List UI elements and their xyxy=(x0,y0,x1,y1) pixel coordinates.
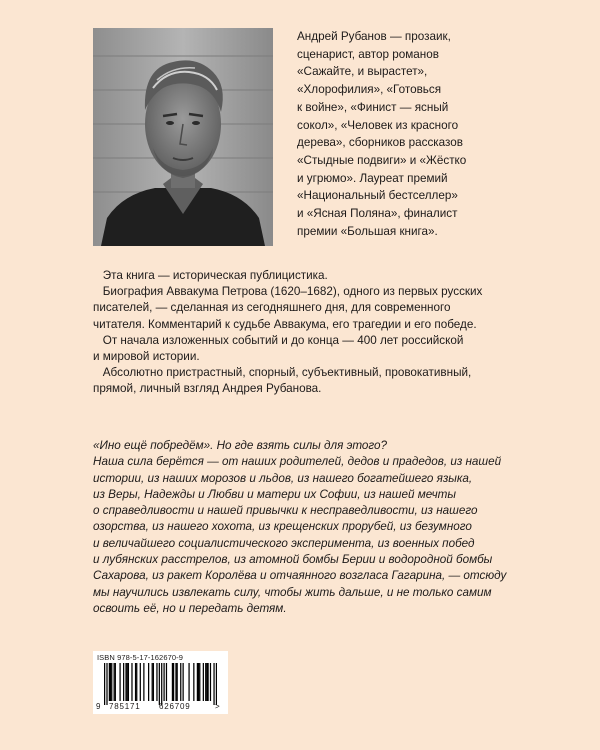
author-bio-line: и «Ясная Поляна», финалист xyxy=(297,207,458,221)
barcode-bar xyxy=(156,663,157,701)
barcode-bar xyxy=(205,663,206,701)
barcode-bar xyxy=(111,663,112,701)
quote-line: озорства, из нашего хохота, из крещенских прорубей, из безумного xyxy=(93,520,472,534)
barcode-bar xyxy=(128,663,129,701)
barcode-bar xyxy=(203,663,204,701)
quote-line: о справедливости и нашей привычки к несправедливости, из нашего xyxy=(93,504,478,518)
barcode-bar xyxy=(198,663,199,701)
summary-line: прямой, личный взгляд Андрея Рубанова. xyxy=(93,382,322,396)
barcode-bar xyxy=(172,663,173,701)
author-bio-line: к войне», «Финист — ясный xyxy=(297,100,449,114)
barcode-bar xyxy=(216,663,217,705)
barcode-bar xyxy=(136,663,137,701)
book-summary xyxy=(93,268,523,398)
author-bio-line: сокол», «Человек из красного xyxy=(297,118,459,132)
barcode-bar xyxy=(163,663,164,701)
summary-line: От начала изложенных событий и до конца — 400 лет российской xyxy=(93,333,464,347)
barcode-bar xyxy=(210,663,211,701)
author-bio-line: дерева», сборников рассказов xyxy=(297,136,463,150)
quote-line: и лубянских расстрелов, из атомной бомбы Берии и водородной бомбы xyxy=(93,553,493,567)
quote-line: и величайшего социалистического эксперимента, из военных побед xyxy=(93,536,475,550)
author-bio-line: «Хлорофилия», «Готовься xyxy=(297,83,442,97)
barcode-bar xyxy=(197,663,198,701)
barcode-first-digit: 9 xyxy=(96,702,101,711)
barcode-bar xyxy=(131,663,132,701)
quote-line: Сахарова, из ракет Королёва и отчаянного возгласа Гагарина, — отсюду xyxy=(93,569,507,583)
author-bio xyxy=(297,28,537,240)
barcode-bar xyxy=(199,663,200,701)
barcode-bar xyxy=(173,663,174,701)
quote-line: истории, из наших морозов и льдов, из нашего богатейшего языка, xyxy=(93,471,473,485)
barcode-bar xyxy=(213,663,214,705)
author-bio-line: Андрей Рубанов — прозаик, xyxy=(297,30,451,43)
author-bio-line: премии «Большая книга». xyxy=(297,224,438,238)
barcode-bar xyxy=(180,663,181,701)
quote-line: «Ино ещё побредём». Но где взять силы для этого? xyxy=(93,439,388,452)
barcode-bar xyxy=(127,663,128,701)
summary-line: писателей, — сделанная из сегодняшнего дня, для современного xyxy=(93,301,451,315)
barcode-bar xyxy=(125,663,126,701)
quote-line: Наша сила берётся — от наших родителей, дедов и прадедов, из нашей xyxy=(93,455,502,469)
author-bio-line: «Стыдные подвиги» и «Жёстко xyxy=(297,153,467,167)
author-bio-line: сценарист, автор романов xyxy=(297,47,439,61)
barcode-bar xyxy=(207,663,208,701)
summary-line: и мировой истории. xyxy=(93,350,200,364)
barcode-bars xyxy=(104,663,217,705)
barcode-bar xyxy=(114,663,115,701)
author-bio-line: «Национальный бестселлер» xyxy=(297,189,458,203)
barcode-bar xyxy=(143,663,144,701)
quote-line: из Веры, Надежды и Любви и матери их Софии, из нашей мечты xyxy=(93,487,456,501)
barcode-bar xyxy=(106,663,107,705)
barcode-bar xyxy=(123,663,124,701)
barcode-bar xyxy=(153,663,154,701)
barcode-bar xyxy=(177,663,178,701)
barcode-bar xyxy=(159,663,160,705)
barcode-bar xyxy=(166,663,167,701)
summary-line: Абсолютно пристрастный, спорный, субъективный, провокативный, xyxy=(93,366,472,380)
summary-line: читателя. Комментарий к судьбе Аввакума, его трагедии и его победе. xyxy=(93,317,477,331)
barcode-bar xyxy=(104,663,105,705)
summary-line: Биография Аввакума Петрова (1620–1682), одного из первых русских xyxy=(93,285,483,299)
isbn-label: ISBN 978-5-17-162670-9 xyxy=(97,653,184,662)
barcode-bar xyxy=(140,663,141,701)
barcode-left-digits: 785171 xyxy=(109,702,141,711)
barcode-bar xyxy=(206,663,207,701)
barcode-right-digits: 626709 xyxy=(159,702,191,711)
barcode-bar xyxy=(152,663,153,701)
summary-line: Эта книга — историческая публицистика. xyxy=(93,269,328,282)
barcode-bar xyxy=(110,663,111,701)
author-bio-line: «Сажайте, и вырастет», xyxy=(297,65,428,79)
isbn-barcode xyxy=(93,651,228,714)
barcode-bar xyxy=(109,663,110,701)
barcode-bar xyxy=(183,663,184,701)
quote-line: мы научились извлекать силу, чтобы жить дальше, и не только самим xyxy=(93,585,492,599)
author-bio-line: и угрюмо». Лауреат премий xyxy=(297,171,448,185)
book-quote xyxy=(93,438,533,617)
barcode-bar xyxy=(188,663,189,701)
barcode-bar xyxy=(115,663,116,701)
barcode-bar xyxy=(161,663,162,705)
barcode-bar xyxy=(193,663,194,701)
barcode-quiet-zone-mark: > xyxy=(215,702,220,711)
barcode-bar xyxy=(119,663,120,701)
quote-line: освоить её, но и передать детям. xyxy=(93,601,287,615)
barcode-bar xyxy=(135,663,136,701)
author-photo xyxy=(93,28,273,246)
barcode-bar xyxy=(148,663,149,701)
barcode-bar xyxy=(175,663,176,701)
